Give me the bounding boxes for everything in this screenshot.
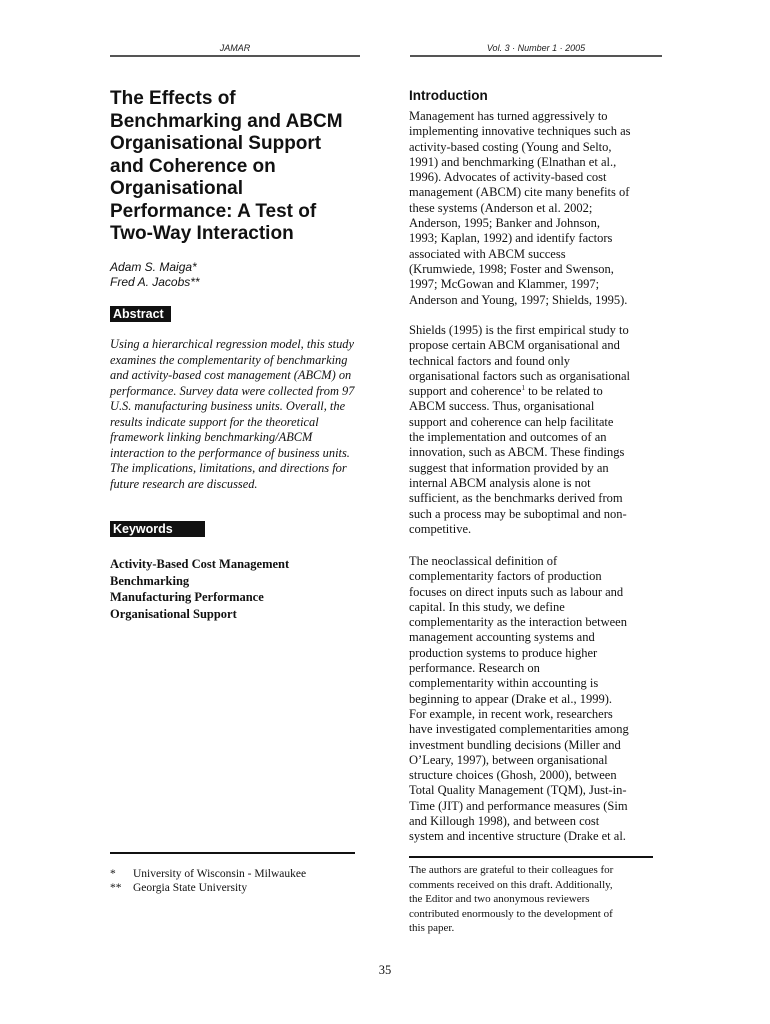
paragraph-lines	[409, 323, 664, 384]
text-line: The neoclassical definition of	[409, 554, 558, 568]
keywords-list	[110, 556, 362, 622]
text-line: suggest that information provided by an	[409, 460, 609, 475]
introduction-paragraph-1	[409, 109, 664, 308]
text-line: associated with ABCM success	[409, 246, 566, 261]
text-line: performance. Research on	[409, 661, 540, 676]
footnote-rule-left	[110, 852, 355, 854]
text-line: the implementation and outcomes of an	[409, 430, 607, 445]
affiliation-mark: **	[110, 882, 122, 894]
affiliation-text: University of Wisconsin - Milwaukee	[133, 868, 307, 880]
text-line: activity-based costing (Young and Selto,	[409, 139, 612, 154]
introduction-heading: Introduction	[409, 88, 488, 103]
text-line: the Editor and two anonymous reviewers	[409, 893, 590, 905]
paragraph-line-footnote	[409, 384, 664, 399]
text-line: Anderson and Young, 1997; Shields, 1995).	[409, 292, 628, 307]
header-rule-right	[410, 55, 662, 57]
running-header-volume: Vol. 3 · Number 1 · 2005	[486, 43, 586, 53]
author-name: Fred A. Jacobs**	[110, 275, 200, 289]
author-list	[110, 260, 200, 290]
keyword-item: Benchmarking	[110, 573, 190, 588]
acknowledgement-note	[409, 863, 664, 936]
paragraph-lines	[409, 399, 664, 537]
affiliation-item	[110, 881, 306, 895]
text-line: Shields (1995) is the first empirical study to	[409, 323, 629, 337]
affiliations	[110, 867, 306, 895]
paper-title: The Effects of Benchmarking and ABCM Organisational Support and Coherence on Organisational Performance: A Test of Two-Way Interaction	[110, 88, 343, 244]
affiliation-mark: *	[110, 868, 116, 880]
text-run: to be related to	[524, 384, 603, 399]
abstract-label: Abstract	[110, 306, 171, 322]
text-line: and Killough 1998), and between cost	[409, 814, 600, 829]
keyword-item: Manufacturing Performance	[110, 590, 264, 604]
text-line: innovation, such as ABCM. These findings	[409, 445, 625, 460]
text-line: complementarity factors of production	[409, 569, 602, 584]
text-line: 1993; Kaplan, 1992) and identify factors	[409, 231, 613, 246]
text-line: sufficient, as the benchmarks derived from	[409, 491, 623, 506]
text-line: capital. In this study, we define	[409, 599, 565, 614]
text-line: have investigated complementarities among	[409, 722, 629, 737]
footnote-marker: 1	[521, 384, 525, 393]
text-line: Anderson, 1995; Banker and Johnson,	[409, 216, 600, 231]
keyword-item: Activity-Based Cost Management	[110, 557, 290, 571]
text-line: focuses on direct inputs such as labour and	[409, 584, 624, 599]
text-line: Management has turned aggressively to	[409, 109, 608, 123]
text-line: beginning to appear (Drake et al., 1999).	[409, 691, 613, 706]
text-line: such a process may be suboptimal and non-	[409, 506, 627, 521]
page-number: 35	[378, 963, 392, 977]
introduction-paragraph-3	[409, 554, 664, 845]
footnote-rule-right	[409, 856, 653, 858]
text-line: this paper.	[409, 922, 455, 934]
text-line: 1996). Advocates of activity-based cost	[409, 170, 607, 185]
header-rule-left	[110, 55, 360, 57]
text-line: For example, in recent work, researchers	[409, 706, 613, 721]
text-line: management (ABCM) cite many benefits of	[409, 185, 630, 200]
text-line: structure choices (Ghosh, 2000), between	[409, 768, 617, 783]
text-line: O’Leary, 1997), between organisational	[409, 752, 608, 767]
text-run: support and coherence	[409, 384, 522, 399]
text-line: system and incentive structure (Drake et al.	[409, 829, 626, 844]
text-line: comments received on this draft. Additionally,	[409, 878, 613, 891]
text-line: The authors are grateful to their colleagues for	[409, 864, 614, 876]
affiliation-text: Georgia State University	[133, 882, 248, 894]
text-line: competitive.	[409, 521, 472, 536]
affiliation-item	[110, 867, 306, 881]
text-line: complementarity within accounting is	[409, 676, 599, 691]
text-line: technical factors and found only	[409, 353, 571, 368]
abstract-text: Using a hierarchical regression model, this study examines the complementarity of benchmarking and activity-based cost management (ABCM) on performance. Survey data were collected from 97 U.S. manufacturing business units. Overall, the results indicate support for the theoretical framework linking benchmarking/ABCM interaction to the performance of business units. The implications, limitations, and directions for future research are discussed.	[110, 337, 355, 491]
text-line: implementing innovative techniques such as	[409, 124, 631, 139]
text-line: investment bundling decisions (Miller and	[409, 737, 621, 752]
text-line: management accounting systems and	[409, 630, 595, 645]
text-line: Total Quality Management (TQM), Just-in-	[409, 783, 627, 798]
text-line: Time (JIT) and performance measures (Sim	[409, 798, 628, 813]
text-line: ABCM success. Thus, organisational	[409, 399, 595, 414]
text-line: 1991) and benchmarking (Elnathan et al.,	[409, 154, 617, 169]
text-line: organisational factors such as organisational	[409, 368, 631, 383]
running-header-journal: JAMAR	[219, 43, 251, 53]
text-line: support and coherence can help facilitate	[409, 414, 614, 429]
text-line: these systems (Anderson et al. 2002;	[409, 200, 593, 215]
text-line: contributed enormously to the development of	[409, 907, 613, 920]
text-line: internal ABCM analysis alone is not	[409, 475, 591, 490]
text-line: 1997; McGowan and Klammer, 1997;	[409, 277, 600, 292]
keywords-label: Keywords	[110, 521, 205, 537]
introduction-paragraph-2	[409, 323, 664, 537]
text-line: production systems to produce higher	[409, 645, 598, 660]
keyword-item: Organisational Support	[110, 606, 237, 621]
author-name: Adam S. Maiga*	[110, 260, 197, 274]
text-line: (Krumwiede, 1998; Foster and Swenson,	[409, 261, 614, 276]
text-line: propose certain ABCM organisational and	[409, 338, 620, 353]
text-line: complementarity as the interaction between	[409, 615, 627, 630]
